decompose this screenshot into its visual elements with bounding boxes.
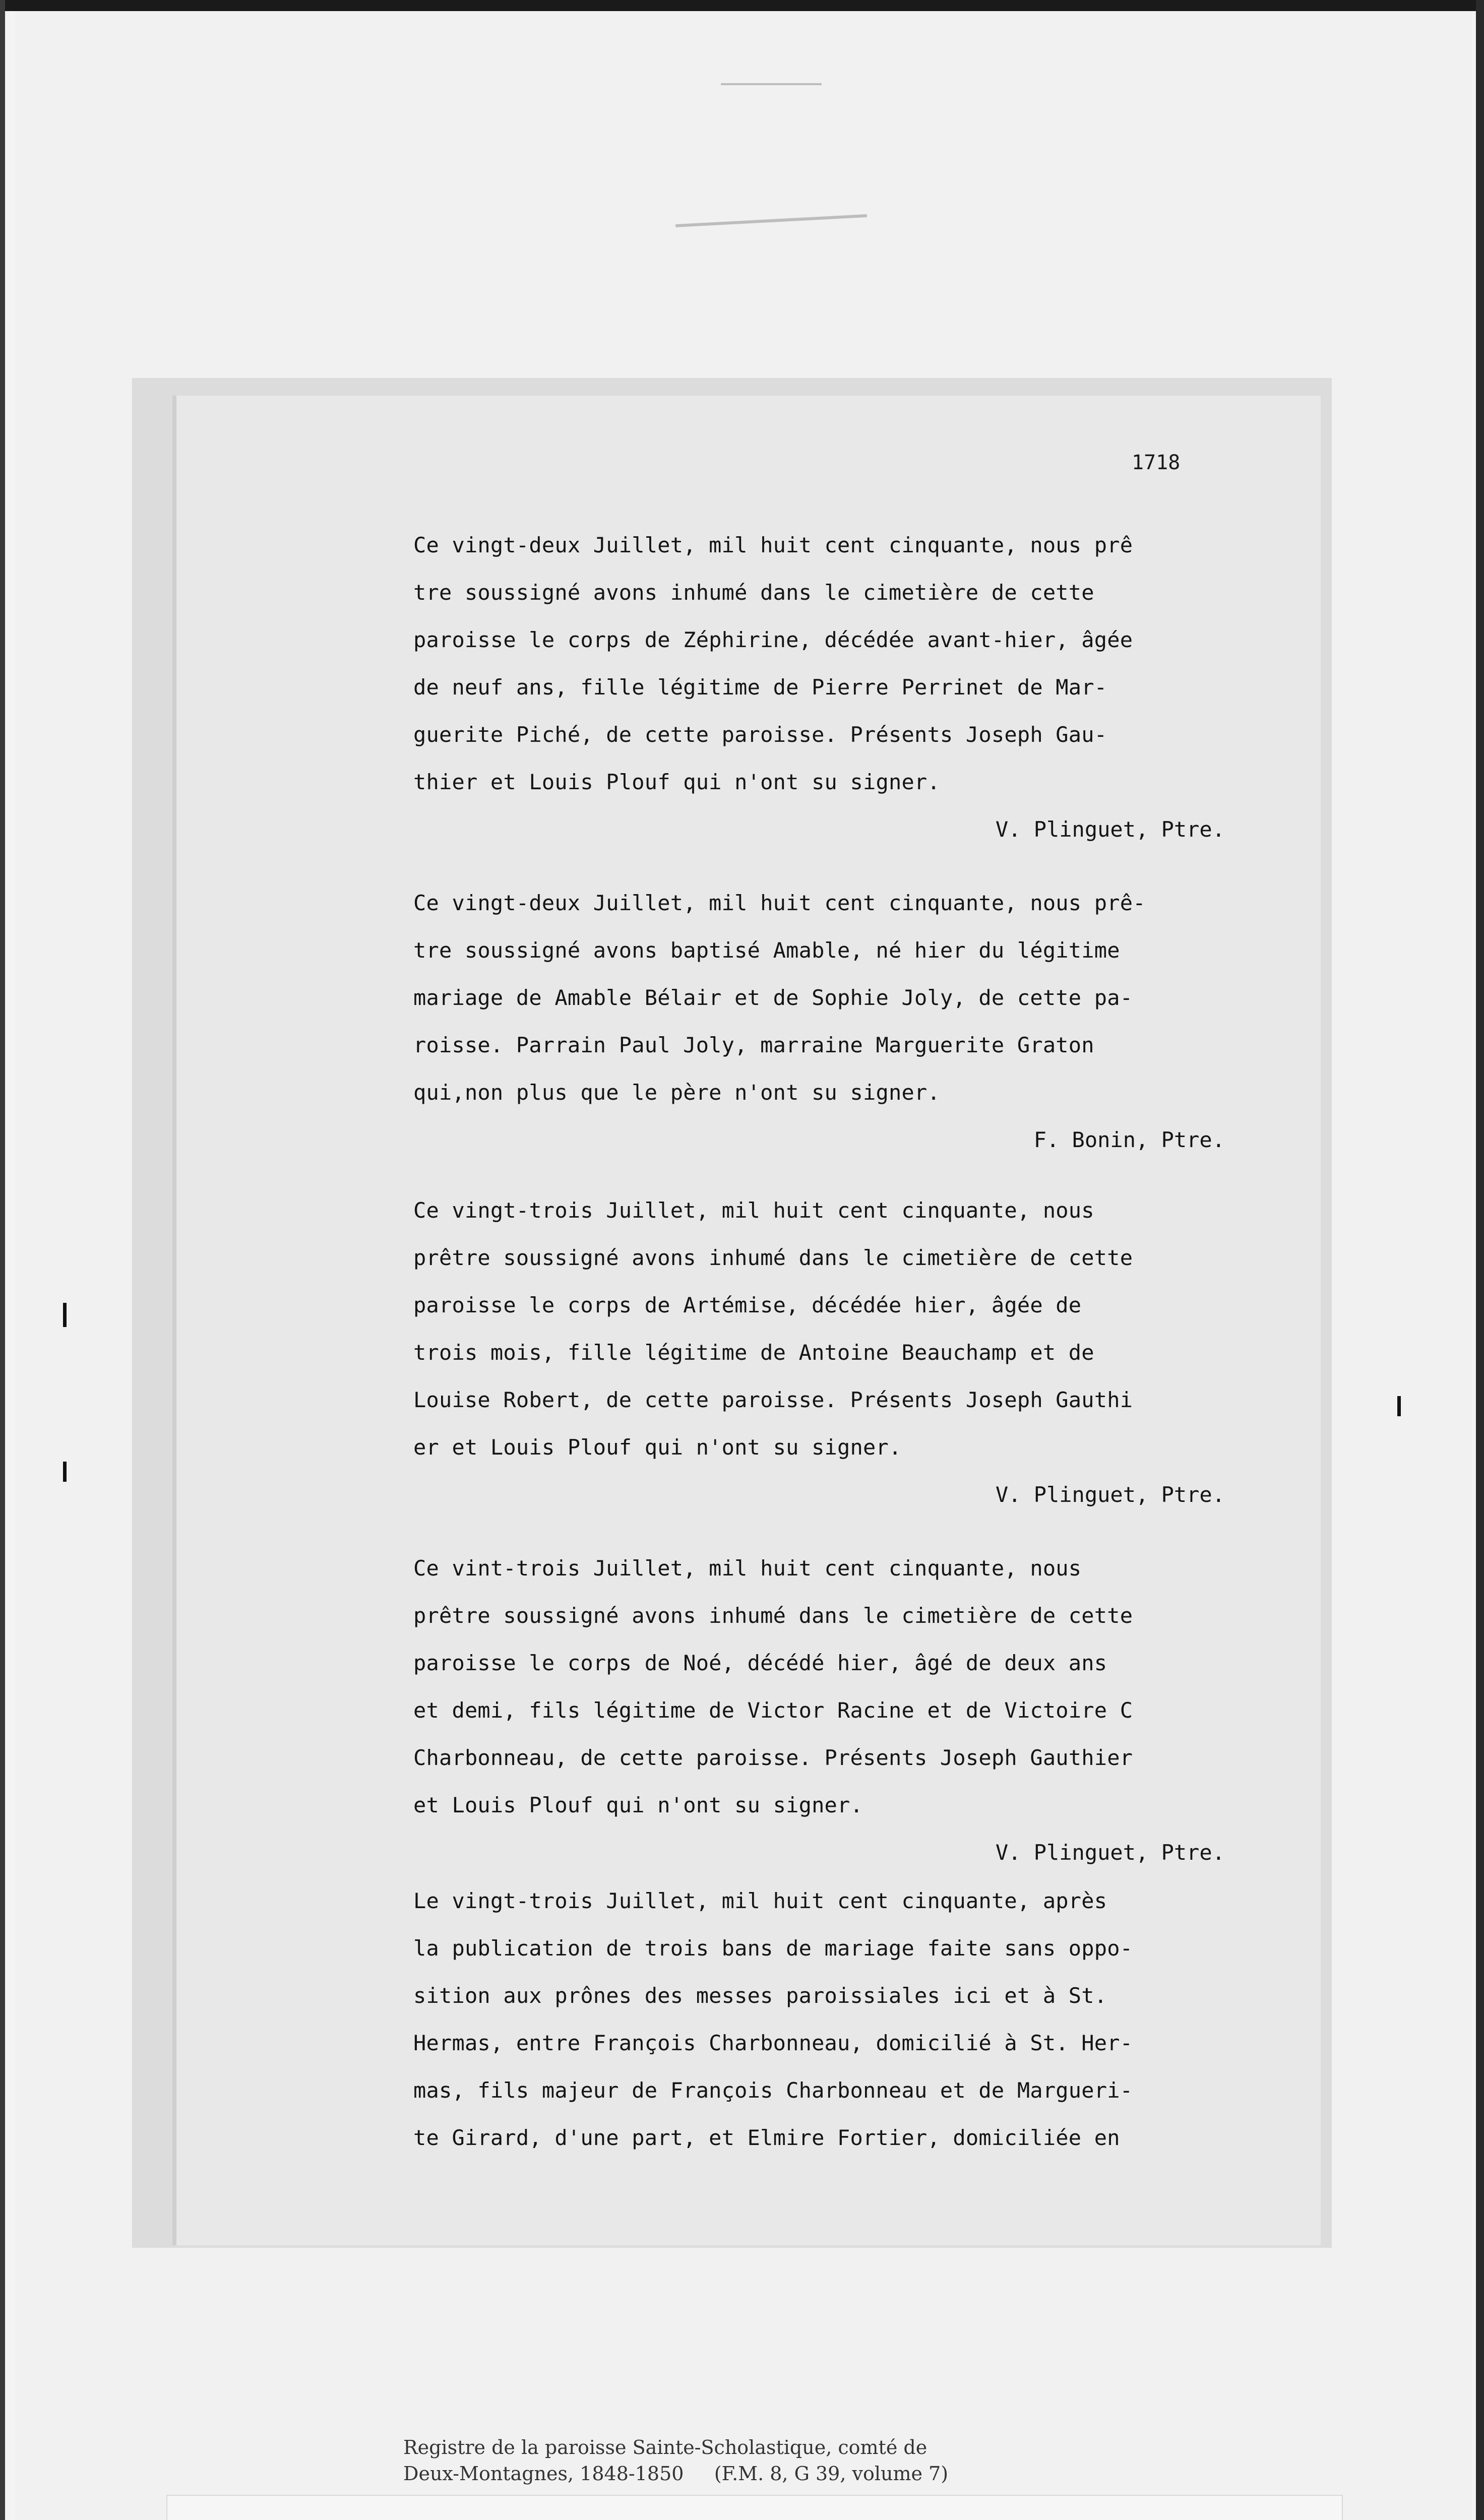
source-caption [403,2434,1048,2500]
register-entry-4 [413,1545,1270,1876]
entry-line: Hermas, entre François Charbonneau, domicilié à St. Her- [413,2031,1133,2055]
film-mark [63,1303,67,1327]
entry-line: Louise Robert, de cette paroisse. Présents Joseph Gauthi [413,1388,1133,1412]
priest-signature: F. Bonin, Ptre. [1033,1127,1225,1152]
entry-line: tre soussigné avons baptisé Amable, né hier du légitime [413,938,1120,963]
page-number: 1718 [1132,451,1181,474]
entry-line: paroisse le corps de Noé, décédé hier, âgé de deux ans [413,1651,1107,1675]
entry-line: et Louis Plouf qui n'ont su signer. [413,1793,863,1817]
register-entry-3 [413,1187,1270,1519]
register-entry-1 [413,522,1270,853]
film-edge-left [0,0,5,2520]
entry-line: sition aux prônes des messes paroissiales ici et à St. [413,1983,1107,2008]
priest-signature: V. Plinguet, Ptre. [995,1840,1225,1865]
entry-line: prêtre soussigné avons inhumé dans le cimetière de cette [413,1245,1133,1270]
priest-signature: V. Plinguet, Ptre. [995,1482,1225,1507]
entry-line: tre soussigné avons inhumé dans le cimetière de cette [413,580,1094,605]
register-entry-2 [413,879,1270,1164]
entry-line: Ce vingt-deux Juillet, mil huit cent cinquante, nous prê- [413,891,1146,915]
caption-line-1: Registre de la paroisse Sainte-Scholastique, comté de [403,2436,928,2459]
entry-line: Le vingt-trois Juillet, mil huit cent cinquante, après [413,1888,1107,1913]
entry-line: Ce vingt-deux Juillet, mil huit cent cinquante, nous prê [413,533,1133,557]
entry-line: et demi, fils légitime de Victor Racine et de Victoire C [413,1698,1133,1723]
entry-line: trois mois, fille légitime de Antoine Beauchamp et de [413,1340,1094,1365]
entry-line: qui,non plus que le père n'ont su signer. [413,1080,940,1105]
priest-signature: V. Plinguet, Ptre. [995,817,1225,842]
entry-line: mariage de Amable Bélair et de Sophie Joly, de cette pa- [413,985,1133,1010]
entry-line: prêtre soussigné avons inhumé dans le cimetière de cette [413,1603,1133,1628]
entry-line: thier et Louis Plouf qui n'ont su signer. [413,770,940,794]
film-mark [1397,1396,1401,1416]
film-scratch [721,83,822,85]
entry-line: paroisse le corps de Zéphirine, décédée avant-hier, âgée [413,627,1133,652]
film-edge-right [1476,0,1484,2520]
film-edge-top [0,0,1484,11]
film-mark [63,1462,67,1482]
entry-line: roisse. Parrain Paul Joly, marraine Marguerite Graton [413,1033,1094,1057]
entry-line: de neuf ans, fille légitime de Pierre Perrinet de Mar- [413,675,1107,700]
entry-line: la publication de trois bans de mariage faite sans oppo- [413,1936,1133,1961]
register-entry-5 [413,1877,1270,2162]
entry-line: Ce vint-trois Juillet, mil huit cent cinquante, nous [413,1556,1082,1581]
entry-line: er et Louis Plouf qui n'ont su signer. [413,1435,902,1460]
entry-line: Charbonneau, de cette paroisse. Présents Joseph Gauthier [413,1745,1133,1770]
entry-line: Ce vingt-trois Juillet, mil huit cent cinquante, nous [413,1198,1094,1223]
entry-line: guerite Piché, de cette paroisse. Présents Joseph Gau- [413,722,1107,747]
entry-line: mas, fils majeur de François Charbonneau et de Margueri- [413,2078,1133,2103]
caption-line-2: Deux-Montagnes, 1848-1850 (F.M. 8, G 39, volume 7) [403,2463,949,2485]
archive-label-box [166,2495,1343,2520]
entry-line: paroisse le corps de Artémise, décédée hier, âgée de [413,1293,1082,1317]
entry-line: te Girard, d'une part, et Elmire Fortier, domiciliée en [413,2125,1120,2150]
